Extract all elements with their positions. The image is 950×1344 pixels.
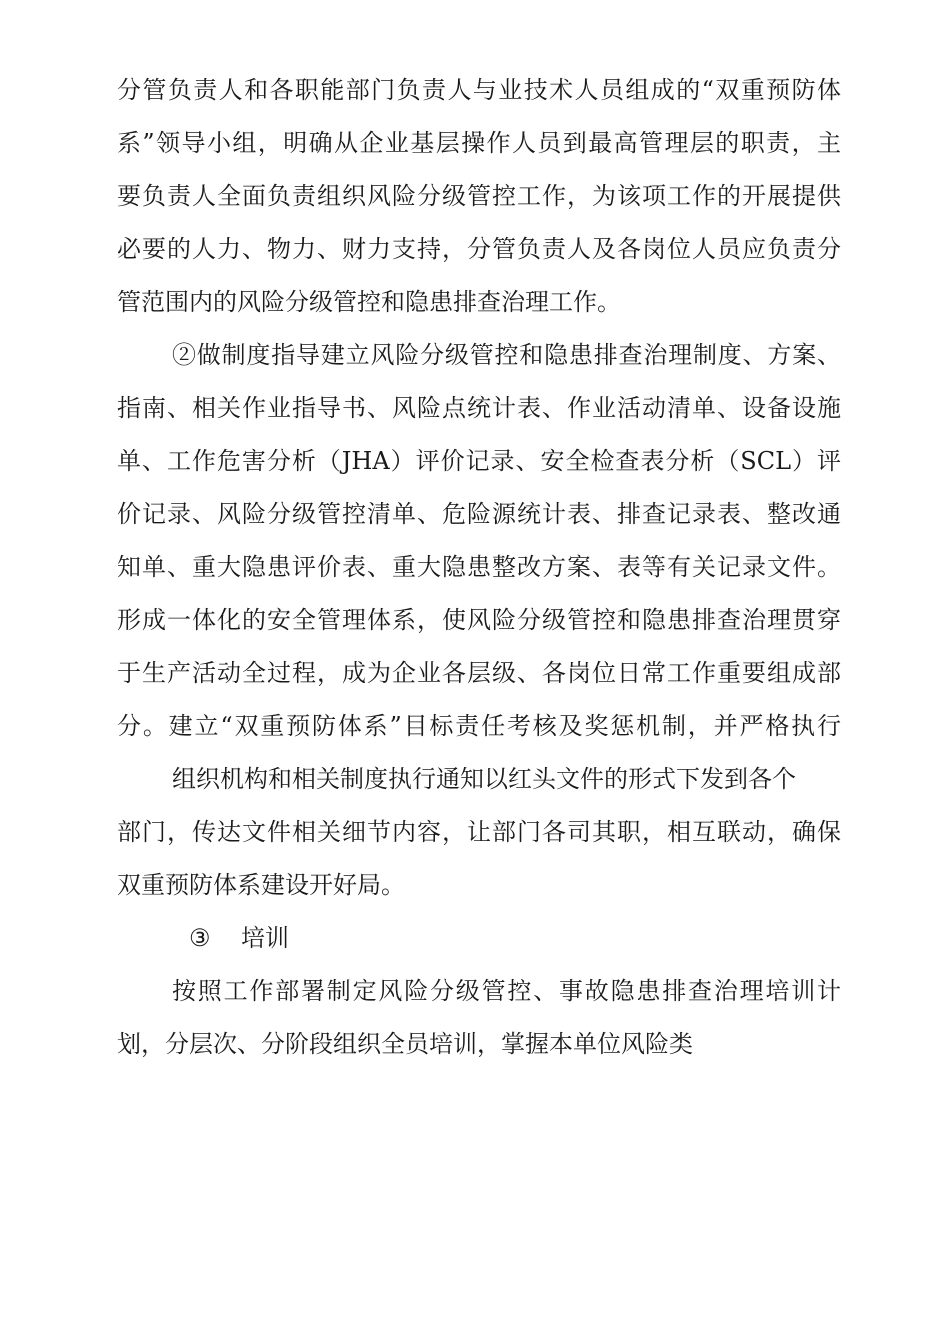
paragraph-line: 划，分层次、分阶段组织全员培训，掌握本单位风险类 xyxy=(117,1030,693,1058)
paragraph-line: 部门，传达文件相关细节内容，让部门各司其职，相互联动，确保 xyxy=(117,818,841,846)
paragraph-line: 于生产活动全过程，成为企业各层级、各岗位日常工作重要组成部 xyxy=(117,659,841,687)
section-title: 培训 xyxy=(241,924,289,952)
paragraph-line: 分管负责人和各职能部门负责人与业技术人员组成的“双重预防体 xyxy=(117,76,841,104)
paragraph-line: 知单、重大隐患评价表、重大隐患整改方案、表等有关记录文件。 xyxy=(117,553,841,581)
paragraph-line: 价记录、风险分级管控清单、危险源统计表、排查记录表、整改通 xyxy=(117,500,841,528)
paragraph-line: 要负责人全面负责组织风险分级管控工作，为该项工作的开展提供 xyxy=(117,182,841,210)
document-body xyxy=(117,64,841,1071)
paragraph-line: 必要的人力、物力、财力支持，分管负责人及各岗位人员应负责分 xyxy=(117,235,841,263)
paragraph-line: 按照工作部署制定风险分级管控、事故隐患排查治理培训计 xyxy=(172,977,841,1005)
paragraph-line: 指南、相关作业指导书、风险点统计表、作业活动清单、设备设施 xyxy=(117,394,841,422)
paragraph-line: ②做制度指导建立风险分级管控和隐患排查治理制度、方案、 xyxy=(172,341,841,369)
section-number: ③ xyxy=(189,924,211,952)
paragraph-line: 分。建立“双重预防体系”目标责任考核及奖惩机制，并严格执行 xyxy=(117,712,841,740)
paragraph-line: 双重预防体系建设开好局。 xyxy=(117,871,405,899)
paragraph-line: 形成一体化的安全管理体系，使风险分级管控和隐患排查治理贯穿 xyxy=(117,606,841,634)
paragraph-line: 组织机构和相关制度执行通知以红头文件的形式下发到各个 xyxy=(172,765,796,793)
paragraph-line: 管范围内的风险分级管控和隐患排查治理工作。 xyxy=(117,288,621,316)
section-heading xyxy=(117,912,841,965)
paragraph-line: 系”领导小组，明确从企业基层操作人员到最高管理层的职责，主 xyxy=(117,129,841,157)
paragraph-line: 单、工作危害分析（JHA）评价记录、安全检查表分析（SCL）评 xyxy=(117,447,841,475)
